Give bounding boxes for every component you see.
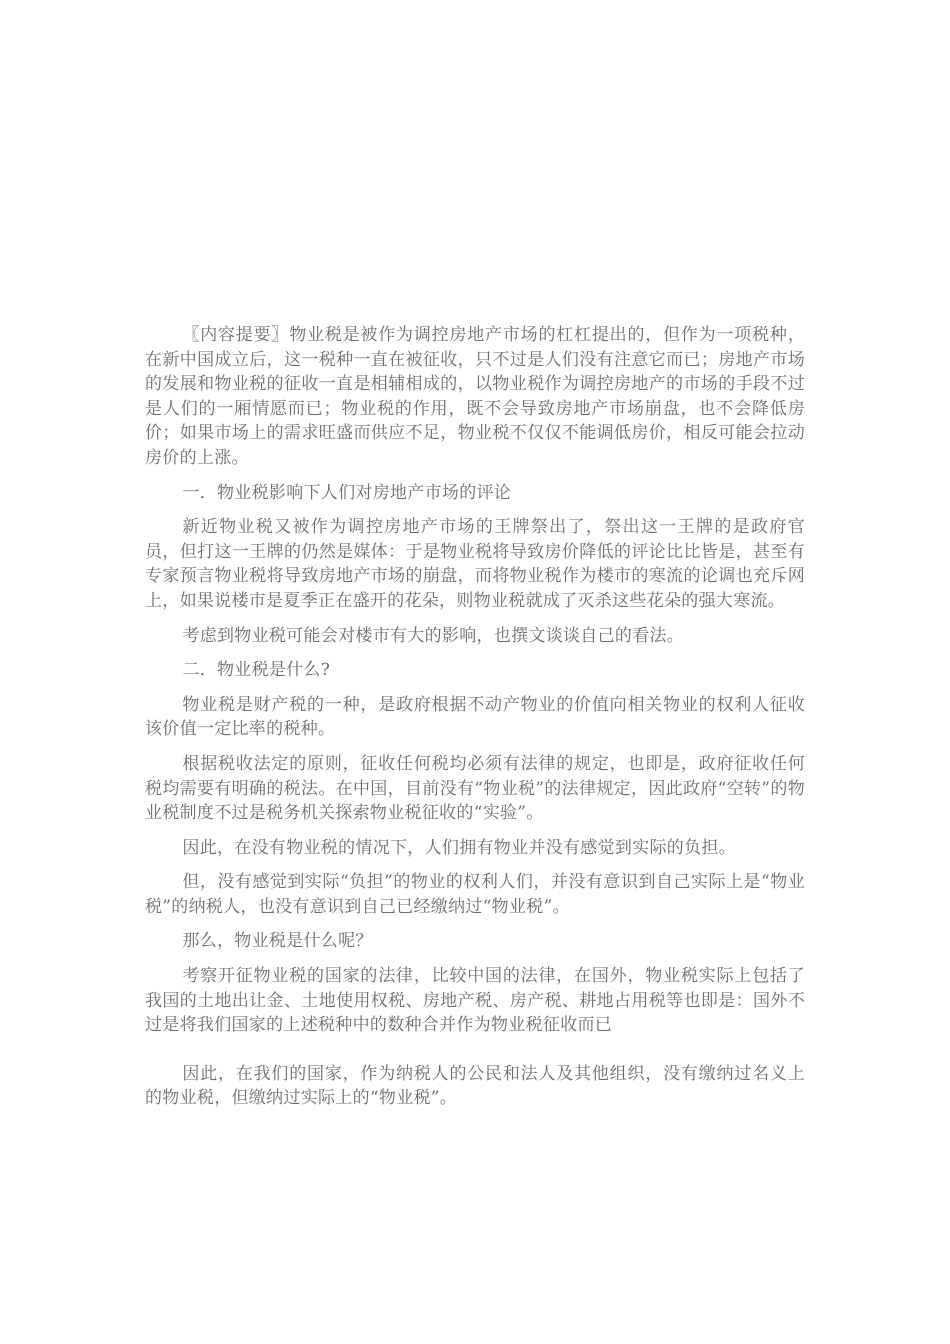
- body-paragraph: 因此，在我们的国家，作为纳税人的公民和法人及其他组织，没有缴纳过名义上的物业税，但缴纳过实际上的“物业税”。: [145, 1063, 805, 1109]
- body-paragraph: 考察开征物业税的国家的法律，比较中国的法律，在国外，物业税实际上包括了我国的土地出让金、土地使用权税、房地产税、房产税、耕地占用税等也即是：国外不过是将我们国家的上述税种中的数种合并作为物业税征收而已: [145, 966, 805, 1036]
- abstract-paragraph: 〖内容提要〗物业税是被作为调控房地产市场的杠杠提出的，但作为一项税种，在新中国成立后，这一税种一直在被征收，只不过是人们没有注意它而已；房地产市场的发展和物业税的征收一直是相辅相成的，以物业税作为调控房地产的市场的手段不过是人们的一厢情愿而已；物业税的作用，既不会导致房地产市场崩盘，也不会降低房价；如果市场上的需求旺盛而供应不足，物业税不仅仅不能调低房价，相反可能会拉动房价的上涨。: [145, 325, 805, 468]
- body-paragraph: 但，没有感觉到实际“负担”的物业的权利人们，并没有意识到自己实际上是“物业税”的纳税人，也没有意识到自己已经缴纳过“物业税”。: [145, 872, 805, 917]
- document-body: [145, 323, 805, 1121]
- body-paragraph: 根据税收法定的原则，征收任何税均必须有法律的规定，也即是，政府征收任何税均需要有明确的税法。在中国，目前没有“物业税”的法律规定，因此政府“空转”的物业税制度不过是税务机关探索物业税征收的“实验”。: [145, 753, 805, 824]
- section-heading-1: 一．物业税影响下人们对房地产市场的评论: [182, 482, 512, 503]
- section-heading-2: 二．物业税是什么?: [182, 660, 331, 681]
- body-paragraph: 那么，物业税是什么呢？: [182, 931, 373, 952]
- body-paragraph: 物业税是财产税的一种，是政府根据不动产物业的价值向相关物业的权利人征收该价值一定比率的税种。: [145, 694, 805, 740]
- body-paragraph: 考虑到物业税可能会对楼市有大的影响，也撰文谈谈自己的看法。: [182, 625, 685, 646]
- body-paragraph: 新近物业税又被作为调控房地产市场的王牌祭出了，祭出这一王牌的是政府官员，但打这一王牌的仍然是媒体：于是物业税将导致房价降低的评论比比皆是，甚至有专家预言物业税将导致房地产市场的崩盘，而将物业税作为楼市的寒流的论调也充斥网上，如果说楼市是夏季正在盛开的花朵，则物业税就成了灭杀这些花朵的强大寒流。: [145, 517, 805, 611]
- body-paragraph: 因此，在没有物业税的情况下，人们拥有物业并没有感觉到实际的负担。: [182, 837, 736, 858]
